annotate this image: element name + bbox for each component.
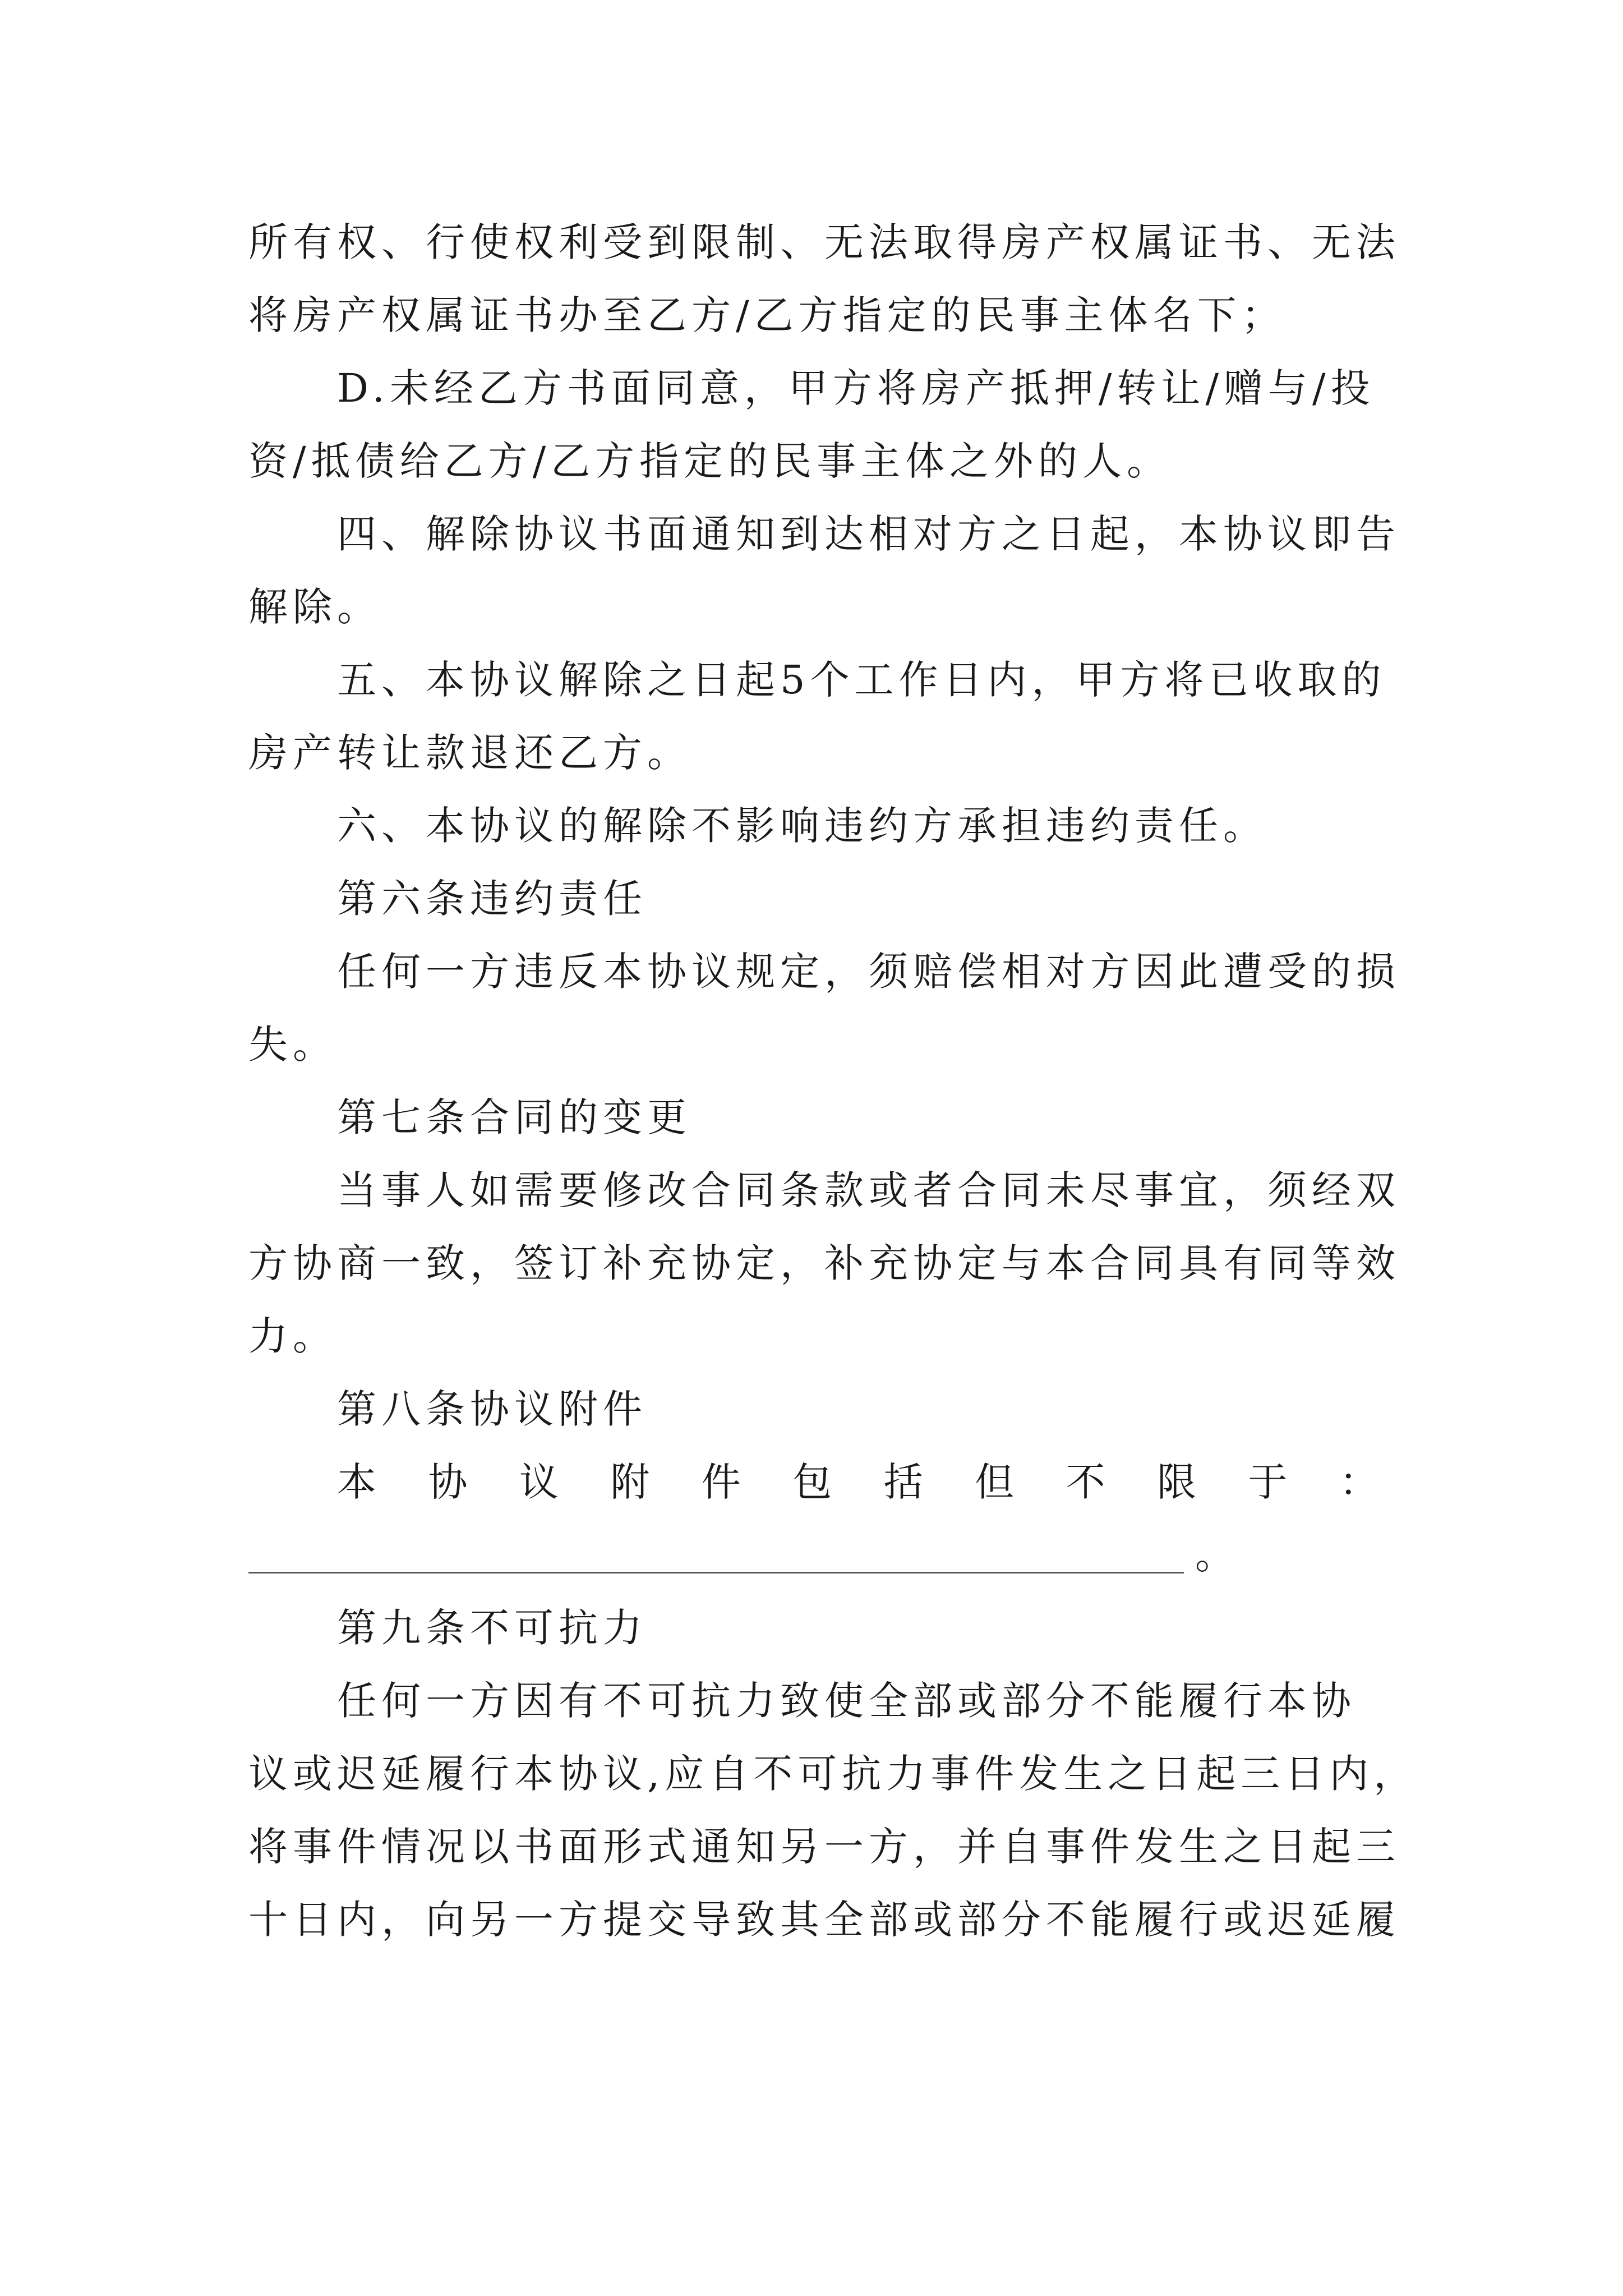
paragraph-line: 十日内，向另一方提交导致其全部或部分不能履行或迟延履 [248, 1897, 1400, 1943]
blank-end-punctuation: 。 [1195, 1532, 1234, 1578]
paragraph-line: 议或迟延履行本协议,应自不可抗力事件发生之日起三日内， [248, 1751, 1418, 1797]
paragraph-line: 方协商一致，签订补充协定，补充协定与本合同具有同等效 [248, 1240, 1400, 1286]
paragraph-line: 四、解除协议书面通知到达相对方之日起，本协议即告 [337, 511, 1400, 557]
section-heading: 第八条协议附件 [337, 1386, 647, 1432]
fill-in-blank-line [248, 1572, 1184, 1573]
paragraph-line: 所有权、行使权利受到限制、无法取得房产权属证书、无法 [248, 219, 1400, 265]
paragraph-line: 资/抵债给乙方/乙方指定的民事主体之外的人。 [248, 438, 1172, 484]
paragraph-line: 本协议附件包括但不限于： [337, 1459, 1378, 1505]
fill-in-blank-row [248, 1527, 1378, 1583]
paragraph-line: 房产转让款退还乙方。 [248, 730, 691, 776]
paragraph-line: 当事人如需要修改合同条款或者合同未尽事宜，须经双 [337, 1167, 1400, 1213]
paragraph-line: 六、本协议的解除不影响违约方承担违约责任。 [337, 803, 1267, 849]
section-heading: 第六条违约责任 [337, 876, 647, 922]
paragraph-line: D.未经乙方书面同意，甲方将房产抵押/转让/赠与/投 [337, 365, 1375, 411]
paragraph-line: 任何一方违反本协议规定，须赔偿相对方因此遭受的损 [337, 949, 1400, 995]
paragraph-line: 五、本协议解除之日起5个工作日内，甲方将已收取的 [337, 657, 1386, 703]
paragraph-line: 任何一方因有不可抗力致使全部或部分不能履行本协 [337, 1678, 1356, 1724]
paragraph-line: 力。 [248, 1313, 337, 1359]
paragraph-line: 将事件情况以书面形式通知另一方，并自事件发生之日起三 [248, 1824, 1400, 1870]
paragraph-line: 解除。 [248, 584, 381, 630]
paragraph-line: 失。 [248, 1022, 337, 1068]
paragraph-line: 将房产权属证书办至乙方/乙方指定的民事主体名下； [248, 292, 1286, 338]
section-heading: 第九条不可抗力 [337, 1605, 647, 1651]
section-heading: 第七条合同的变更 [337, 1094, 691, 1140]
